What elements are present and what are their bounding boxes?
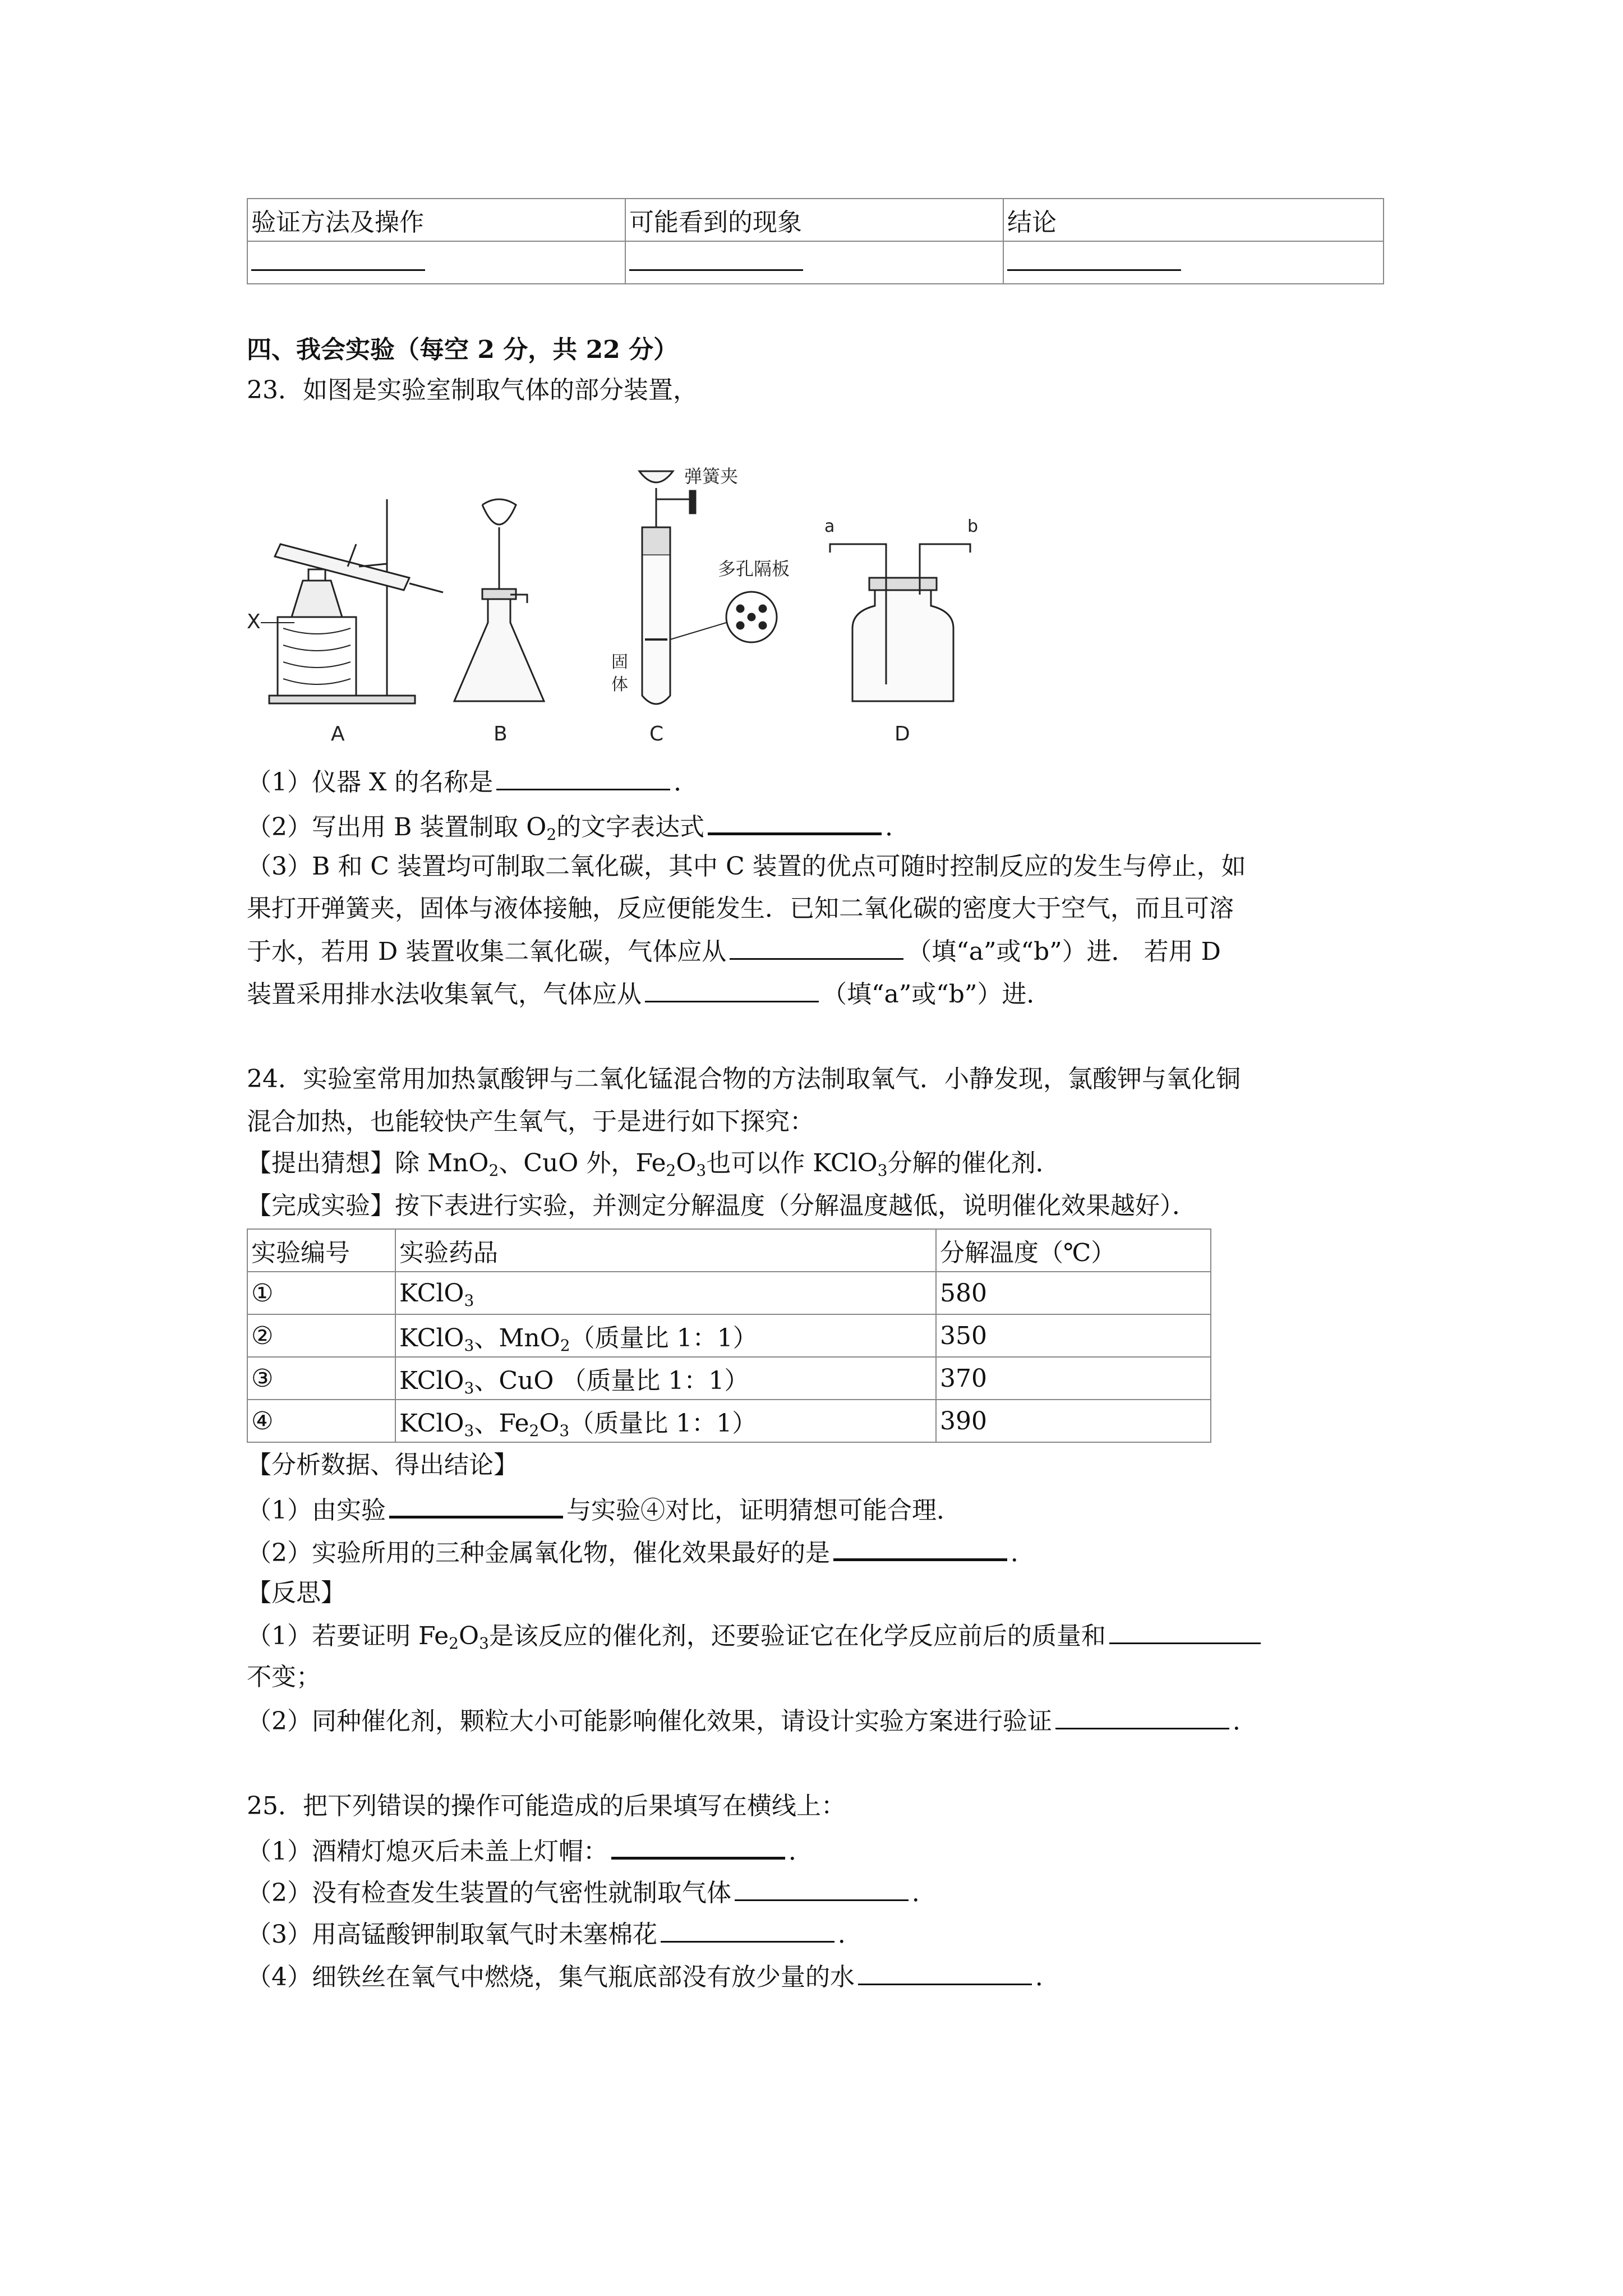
label-c-apparatus: C xyxy=(649,723,664,746)
section-title: 四、我会实验（每空 2 分，共 22 分） xyxy=(247,335,679,364)
q24-analysis-heading: 【分析数据、得出结论】 xyxy=(247,1451,518,1479)
label-b-tube: b xyxy=(967,517,979,536)
q25-item-2: （2）没有检查发生装置的气密性就制取气体 ． xyxy=(247,1875,937,1910)
row-drug: KClO$_3$ xyxy=(395,1272,936,1314)
table-header-cell: 实验编号 xyxy=(247,1229,395,1272)
q24-line1: 24．实验室常用加热氯酸钾与二氧化锰混合物的方法制取氧气．小静发现，氯酸钾与氧化铜 xyxy=(247,1065,1241,1093)
label-a-tube: a xyxy=(824,517,835,536)
q25-item-4: （4）细铁丝在氧气中燃烧，集气瓶底部没有放少量的水 ． xyxy=(247,1959,1060,1994)
row-number: ④ xyxy=(247,1400,395,1442)
answer-blank[interactable] xyxy=(833,1534,1007,1561)
q25-item-1: （1）酒精灯熄灭后未盖上灯帽： ． xyxy=(247,1832,813,1869)
q25-item-3: （3）用高锰酸钾制取氧气时未塞棉花 ． xyxy=(247,1916,863,1952)
row-temp: 390 xyxy=(936,1400,1211,1442)
q24-analysis-1: （1）由实验 与实验④对比，证明猜想可能合理． xyxy=(247,1491,961,1527)
label-d-apparatus: D xyxy=(895,723,910,746)
table-row xyxy=(247,1314,1211,1357)
table-header-cell: 实验药品 xyxy=(395,1229,936,1272)
q23-part3-line3: 于水，若用 D 装置收集二氧化碳，气体应从 （填“a”或“b”）进． 若用 D xyxy=(247,933,1221,969)
q24-analysis-2: （2）实验所用的三种金属氧化物，催化效果最好的是 ． xyxy=(247,1534,1035,1570)
q23-part3-line1: （3）B 和 C 装置均可制取二氧化碳，其中 C 装置的优点可随时控制反应的发生与停止，如 xyxy=(247,852,1246,881)
q24-guess: 【提出猜想】除 MnO$_2$、CuO 外，$Fe_2O_3$也可以作 KClO$_3$分解的催化剂． xyxy=(247,1149,1061,1180)
answer-blank[interactable] xyxy=(735,1875,909,1901)
answer-blank[interactable] xyxy=(661,1916,834,1943)
row-temp: 580 xyxy=(936,1272,1211,1314)
answer-blank[interactable] xyxy=(708,808,882,835)
answer-blank[interactable] xyxy=(389,1491,563,1519)
label-porous-plate: 多孔隔板 xyxy=(718,558,790,579)
answer-blank[interactable] xyxy=(496,764,670,790)
verification-table xyxy=(247,198,1384,284)
row-number: ② xyxy=(247,1314,395,1357)
gas-bottle xyxy=(852,589,953,701)
q24-reflect-heading: 【反思】 xyxy=(247,1579,345,1607)
experiment-table xyxy=(247,1228,1211,1443)
q24-reflect-2: （2）同种催化剂，颗粒大小可能影响催化效果，请设计实验方案进行验证 ． xyxy=(247,1703,1257,1738)
answer-blank[interactable] xyxy=(858,1959,1032,1985)
thistle-funnel xyxy=(482,499,516,589)
answer-blank[interactable] xyxy=(730,933,903,960)
q23-part3-line4: 装置采用排水法收集氧气，气体应从 （填“a”或“b”）进． xyxy=(247,976,1051,1011)
apparatus-figure xyxy=(247,460,998,757)
row-number: ① xyxy=(247,1272,395,1314)
answer-blank[interactable] xyxy=(611,1832,785,1860)
answer-blank[interactable] xyxy=(1055,1703,1229,1729)
label-b-apparatus: B xyxy=(494,723,508,746)
q24-reflect-1-cont: 不变； xyxy=(247,1663,321,1691)
q23-part1: （1）仪器 X 的名称是 ． xyxy=(247,764,698,799)
label-x: X xyxy=(247,610,261,633)
q24-complete-experiment: 【完成实验】按下表进行实验，并测定分解温度（分解温度越低，说明催化效果越好）． xyxy=(247,1191,1197,1220)
alcohol-lamp xyxy=(292,581,342,617)
table-row xyxy=(247,1400,1211,1442)
funnel-c xyxy=(639,471,673,482)
table-header-cell: 结论 xyxy=(1003,199,1384,241)
answer-cell[interactable] xyxy=(625,241,1003,284)
row-drug: KClO$_3$、CuO （质量比 1：1） xyxy=(395,1357,936,1400)
row-number: ③ xyxy=(247,1357,395,1400)
conical-flask xyxy=(454,595,544,701)
answer-blank[interactable] xyxy=(1109,1618,1261,1644)
label-spring-clip: 弹簧夹 xyxy=(684,466,739,487)
table-row xyxy=(247,1272,1211,1314)
label-a-apparatus: A xyxy=(331,723,345,746)
row-temp: 370 xyxy=(936,1357,1211,1400)
answer-blank[interactable] xyxy=(645,976,819,1002)
q23-part3-line2: 果打开弹簧夹，固体与液体接触，反应便能发生．已知二氧化碳的密度大于空气，而且可溶 xyxy=(247,894,1234,923)
answer-cell[interactable] xyxy=(1003,241,1384,284)
table-row xyxy=(247,1357,1211,1400)
label-solid-1: 固 xyxy=(611,652,628,672)
table-header-cell: 验证方法及操作 xyxy=(247,199,625,241)
table-header-cell: 分解温度（℃） xyxy=(936,1229,1211,1272)
answer-cell[interactable] xyxy=(247,241,625,284)
row-drug: KClO$_3$、MnO$_2$（质量比 1：1） xyxy=(395,1314,936,1357)
q23-part2: （2）写出用 B 装置制取 $O_2$的文字表达式 ． xyxy=(247,808,910,844)
row-temp: 350 xyxy=(936,1314,1211,1357)
q24-line2: 混合加热，也能较快产生氧气，于是进行如下探究： xyxy=(247,1107,814,1136)
question-23-stem: 23．如图是实验室制取气体的部分装置， xyxy=(247,376,698,404)
stand-base xyxy=(269,696,415,703)
label-solid-2: 体 xyxy=(611,675,628,694)
q24-reflect-1: （1）若要证明 $Fe_2O_3$是该反应的催化剂，还要验证它在化学反应前后的质量和 xyxy=(247,1618,1264,1653)
q25-stem: 25．把下列错误的操作可能造成的后果填写在横线上： xyxy=(247,1792,846,1820)
row-drug: KClO$_3$、$Fe_2O_3$（质量比 1：1） xyxy=(395,1400,936,1442)
spring-clip xyxy=(690,491,695,513)
table-header-cell: 可能看到的现象 xyxy=(625,199,1003,241)
test-tube-c xyxy=(642,555,670,704)
test-tube-a xyxy=(275,544,409,590)
